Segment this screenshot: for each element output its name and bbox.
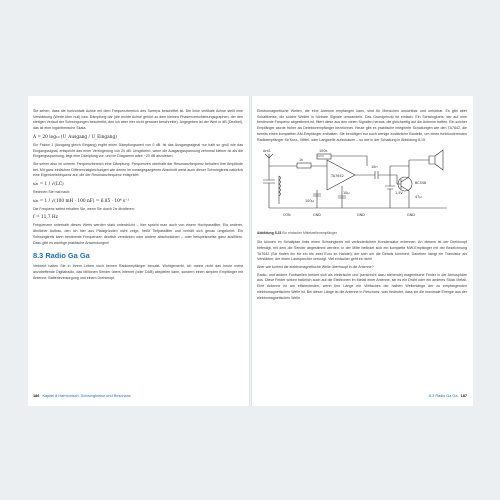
right-page [252, 96, 473, 406]
body-paragraph: Frequenzen unterhalb dieses Werts werden stark unterdrückt – hier spricht man auch von einem Hochpassfilter. Ein anderer, ähnlicher Aufbau, den ich hier aus Platzgründen nicht zeige, heißt Tiefpassfilter und verhält sich genau umgekehrt. Ein Schwingkreis kann bestimmte Frequenzen deutlich verstärken oder andere abschwächen – oder beispielsweise ganz ausfiltern. Dazu gibt es wichtige praktische Anwendungen! [33, 223, 243, 245]
figure-caption [257, 231, 467, 236]
body-paragraph: Sie sehen also im unteren Frequenzbereich eine Dämpfung. Frequenzen oberhalb der Resonanzfrequenz behalten ihre Amplitude bei. Mit ganz einfachen Differenzialgleichungen wie denen im vorangegangenen Abschnitt weist auch dieser Schwingkreis natürlich eine Eigenkreisfrequenz auf, die der Resonanzfrequenz entspricht: [33, 161, 243, 178]
body-paragraph: Die Frequenz selbst erhalten Sie, wenn Sie durch 2π dividieren: [33, 206, 135, 211]
circuit-label: 10n [371, 165, 378, 170]
formula-omega-value: ω₀ = 1 / √(100 mH · 100 nF) = 6,85 · 10⁴ s⁻¹ [33, 198, 130, 204]
left-folio [33, 394, 131, 398]
left-page [28, 96, 249, 406]
circuit-diagram [257, 146, 467, 224]
speaker-symbol [429, 150, 443, 170]
running-header: 8.3 Radio Ga Ga [428, 394, 458, 398]
circuit-label: GND [357, 213, 365, 218]
body-paragraph: Sie sehen, dass die horizontale Achse mit dem Frequenzbereich des Sweeps beschriftet ist. Die linke vertikale Achse stellt eine Verstärkung (Werte über null) bzw. Dämpfung dar (die rechte Achse gehört zu dem kleinen Phasenverschiebungsgraphen, der den stetigen Verlauf der Schwingungen beschreibt, den ich aber hier nicht genauer beschreibe). Angegeben ist der Wert in dB (Dezibel), das ist eine logarithmische Skala. [33, 109, 243, 131]
figure-caption-label: Abbildung 8.15 [257, 231, 282, 236]
formula-omega: ω₀ = 1 / √(LC) [33, 182, 64, 188]
circuit-label: Ant1 [263, 149, 271, 154]
resistor-1k [297, 163, 311, 168]
body-paragraph: Elektromagnetische Wellen, die eine Antenne empfangen kann, sind für Menschen unsichtbar und unhörbar. Es gibt aber Schaltkreise, die solche Wellen in hörbare Signale umwandeln. Das Grundprinzip ist einfach: Ein Schwingkreis, der auf eine bestimmte Frequenz abgestimmt ist, filtert diese aus den vielen Signalen heraus, die gleichzeitig auf die Antenne treffen. Ein solcher Empfänger wurde früher als Detektorempfänger bezeichnet. Heute gibt es praktische integrierte Schaltungen wie den TA7642, die bereits einen kompletten AM-Empfänger enthalten. Sie benötigen nur noch wenige zusätzliche Bauteile, um einen funktionierenden Radioempfänger für Kurz-, Mittel- oder Langwelle aufzubauen – so wie in der Schaltung in Abbildung 8.15. [257, 109, 467, 142]
circuit-label: 47µ [415, 195, 422, 200]
right-folio [429, 394, 467, 398]
circuit-label: BC548 [415, 181, 427, 186]
figure-caption-text: Ein einfacher Mittelwellenempfänger [282, 231, 337, 236]
circuit-label: 100k [319, 149, 328, 154]
circuit-label: 10µ [343, 191, 350, 196]
resistor-100k [317, 154, 331, 159]
body-paragraph: Sie können im Schaltplan links einen Schwingkreis mit veränderlichem Kondensator erkennen. An diesem ist der Drehknopf befestigt, mit dem die Sender abgestimmt werden. In der Mitte befindet sich ein komplette MW-Empfänger mit der Bezeichnung TA7642 (Sie finden ihn für ein bis zwei Euro im Handel), der sich um die Details kümmert. Daneben hängt ein Transistor als Verstärker, der einen Lautsprecher versorgt. Viel einfacher geht es nicht! [257, 240, 467, 262]
circuit-label: CON [283, 213, 291, 218]
circuit-label: GND [407, 213, 415, 218]
body-paragraph: Rechnen Sie mal nach: [33, 190, 71, 195]
page-number: 186 [33, 394, 40, 398]
left-column [33, 109, 243, 283]
capacitor-symbol [263, 166, 275, 208]
formula-frequency: f = 11,7 Hz [33, 215, 58, 221]
circuit-figure [257, 146, 467, 229]
circuit-label: TA7642 [331, 174, 344, 179]
antenna-symbol [265, 154, 273, 166]
section-heading: 8.3 Radio Ga Ga [33, 251, 90, 261]
circuit-label: 100µ [305, 199, 314, 204]
right-column [257, 109, 467, 303]
page-number: 187 [460, 394, 467, 398]
circuit-label: GND [313, 213, 321, 218]
circuit-label: 1k [299, 158, 304, 163]
body-paragraph: Radio- und andere Funkwellen breiten sich als elektrische und (senkrecht dazu stehende) magnetische Felder in der Atmosphäre aus. Diese Felder wirken natürlich auch auf die Elektronen im Metall einer Antenne, sei es ein Draht oder ein anderes Stück Metall. Eine Antenne ist am effizientesten, wenn ihre Länge ein Vielfaches der halben Wellenlänge der zu empfangenden elektromagnetischen Welle ist. Bei dieser Länge ist die Antenne in Resonanz, was bedeutet, dass sie die maximale Energie aus der elektromagnetischen Welle [257, 272, 467, 300]
circuit-label: 1,5V [395, 191, 403, 196]
body-paragraph: Aber wie kommt die elektromagnetische Welle überhaupt in die Antenne? [257, 265, 374, 270]
body-paragraph: Ein Faktor 1 (Ausgang gleich Eingang) ergibt einen Dämpfungswert von 0 dB. Ist das Ausgangssignal nur halb so groß wie das Eingangssignal, entspricht das einer Verringerung von 20 dB. Umgekehrt, wenn die Ausgangsspannung zehnmal kleiner ist als die Eingangsspannung, liegt eine Dämpfung vor, und im Diagramm wäre −20 dB abzulesen. [33, 142, 243, 159]
running-header: Kapitel 8 Harmonisch: Schwingkreise und Resonanz [42, 394, 131, 398]
body-paragraph: Verbieht halten Sie in Ihrem Leben noch keinen Radioempfänger benutzt. Wohlgemerkt, ich meine nicht das heute meist anzutreffende Digitalradio, das Millionen Sender übers Internet (oder DAB) abspielen kann, sondern einen simplen Empfänger mit Antenne, Batterieversorgung und einem Drehknopf. [33, 264, 243, 280]
formula-gain: A = 20 log₁₀ (U_Ausgang / U_Eingang) [33, 134, 117, 140]
